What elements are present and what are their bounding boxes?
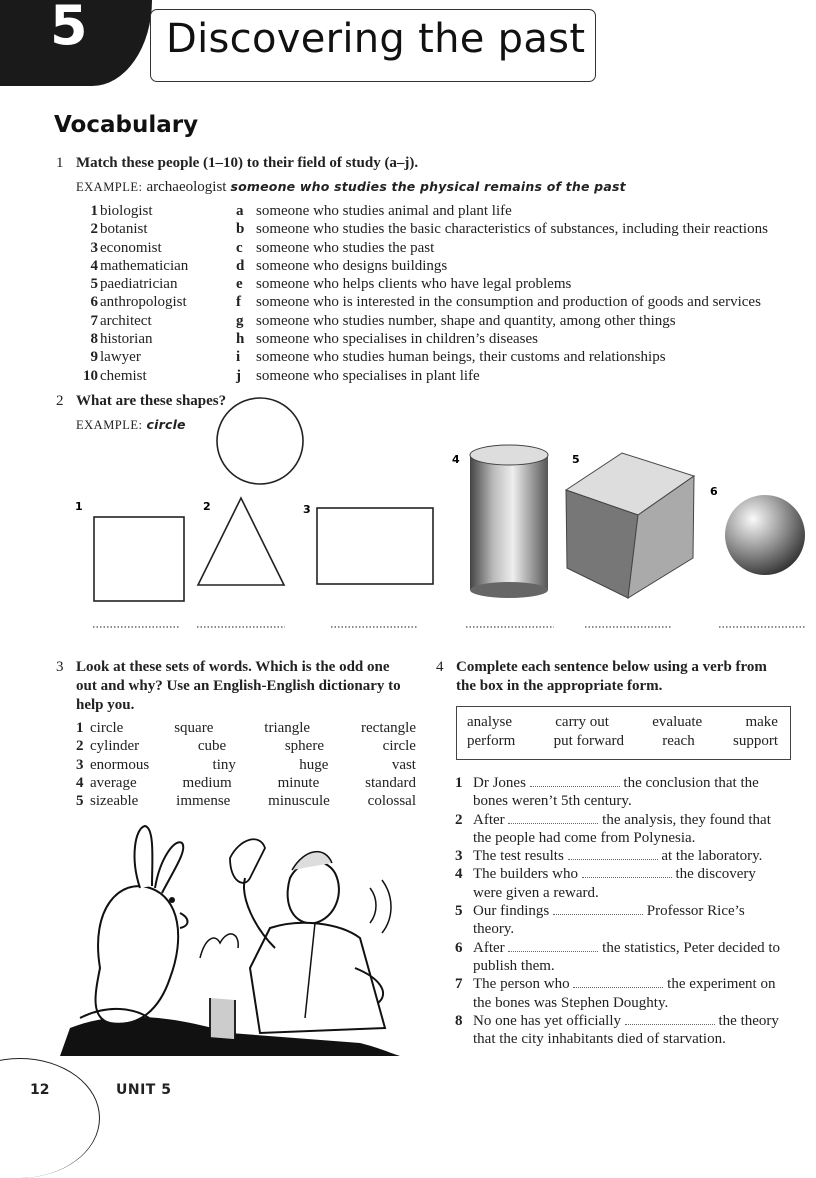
verb-option: support: [732, 733, 778, 749]
sentence-part: were given a reward.: [473, 884, 599, 901]
person-name: historian: [100, 331, 153, 348]
sentence-number: 8: [455, 1012, 463, 1029]
example-word: archaeologist: [146, 179, 227, 195]
field-text: someone who is interested in the consumption and production of goods and services: [256, 294, 761, 311]
sentence-part: the statistics, Peter decided to: [598, 939, 781, 956]
field-letter: d: [236, 257, 245, 274]
sentence-part: theory.: [473, 921, 515, 938]
sentence-part: Dr Jones: [473, 775, 530, 791]
sentence-part: at the laboratory.: [657, 848, 763, 865]
set-word: sizeable: [90, 793, 139, 810]
field-letter: c: [236, 239, 243, 256]
field-letter: f: [236, 294, 241, 311]
set-word: average: [90, 774, 137, 791]
rectangle-shape: [317, 508, 433, 584]
person-number: 8: [90, 331, 98, 348]
field-item: [236, 348, 806, 366]
unit-number: 5: [50, 0, 88, 57]
ex4-line: Complete each sentence below using a verb from: [456, 659, 767, 675]
word-set: [76, 792, 416, 810]
shape-number: 2: [203, 500, 211, 513]
set-word: colossal: [367, 793, 416, 810]
set-word: tiny: [212, 756, 236, 773]
sentence-part: the bones was Stephen Doughty.: [473, 994, 669, 1011]
person-name: architect: [100, 312, 152, 329]
person-name: chemist: [100, 367, 147, 384]
person-item: [76, 275, 226, 293]
sentence-part: The test results: [473, 848, 568, 865]
shape-number: 3: [303, 503, 311, 516]
field-text: someone who specialises in children’s diseases: [256, 331, 539, 348]
cylinder-shape: [470, 445, 548, 598]
set-number: 2: [76, 738, 84, 755]
set-number: 4: [76, 774, 84, 791]
set-words: [90, 774, 416, 792]
sentence-part: the analysis, they found that: [598, 811, 771, 828]
ex1-instruction: [56, 154, 418, 173]
sentence-number: 6: [455, 939, 463, 956]
page-title: Discovering the past: [166, 16, 586, 62]
sentence-part: No one has yet officially: [473, 1012, 625, 1029]
set-word: rectangle: [361, 720, 416, 736]
field-letter: h: [236, 331, 245, 348]
sentence-part: The person who: [473, 976, 574, 993]
verb-box-row: [457, 707, 790, 731]
footer-unit: UNIT 5: [116, 1082, 172, 1098]
field-text: someone who designs buildings: [256, 257, 448, 274]
sentence-part: the experiment on: [663, 976, 776, 993]
shapes-figure: [0, 390, 816, 640]
set-words: [90, 737, 416, 755]
set-word: vast: [391, 756, 416, 773]
word-set: [76, 719, 416, 737]
fields-list: [236, 202, 806, 385]
set-word: minute: [277, 774, 320, 791]
sentence: [455, 811, 803, 848]
person-name: botanist: [100, 221, 148, 238]
person-name: biologist: [100, 203, 153, 219]
person-number: 2: [90, 221, 98, 238]
field-text: someone who studies animal and plant life: [256, 203, 512, 219]
set-word: minuscule: [268, 793, 330, 810]
field-letter: j: [236, 367, 241, 384]
field-text: someone who studies the past: [256, 239, 435, 256]
field-text: someone who studies number, shape and quantity, among other things: [256, 312, 676, 329]
set-words: [90, 792, 416, 810]
verb-option: perform: [467, 733, 516, 749]
field-letter: a: [236, 203, 244, 219]
field-letter: i: [236, 349, 241, 366]
person-item: [76, 367, 226, 385]
set-word: sphere: [284, 738, 324, 755]
word-set: [76, 774, 416, 792]
field-letter: b: [236, 221, 245, 238]
field-text: someone who studies the basic characteristics of substances, including their reactions: [256, 221, 768, 238]
field-text: someone who helps clients who have legal problems: [256, 276, 572, 293]
footer-curve: [0, 1058, 100, 1178]
ex4-line: the box in the appropriate form.: [456, 678, 663, 694]
word-set: [76, 756, 416, 774]
ex4-number: 4: [436, 659, 444, 675]
word-set: [76, 737, 416, 755]
ex3-line: Look at these sets of words. Which is the odd one: [76, 659, 390, 675]
field-item: [236, 239, 806, 257]
section-title: Vocabulary: [54, 112, 199, 138]
person-item: [76, 257, 226, 275]
verb-box-row: [457, 731, 790, 750]
answer-blank[interactable]: [573, 976, 663, 988]
page-number: 12: [30, 1082, 50, 1098]
sentence: [455, 975, 803, 1012]
verb-option: put forward: [553, 733, 624, 749]
person-item: [76, 293, 226, 311]
field-item: [236, 202, 806, 220]
person-name: mathematician: [100, 257, 189, 274]
person-item: [76, 239, 226, 257]
set-word: immense: [176, 793, 231, 810]
person-name: paediatrician: [100, 276, 178, 293]
verb-option: evaluate: [652, 714, 703, 730]
sentence-part: the theory: [714, 1012, 779, 1029]
sentence-part: After: [473, 811, 509, 828]
sentence: [455, 865, 803, 902]
circle-shape: [217, 398, 303, 484]
shape-number: 4: [452, 453, 460, 466]
set-word: standard: [365, 774, 416, 791]
example-answer: circle: [146, 417, 186, 432]
field-letter: e: [236, 276, 243, 293]
field-letter: g: [236, 312, 244, 329]
sentence-number: 2: [455, 811, 463, 828]
sentence-part: Our findings: [473, 903, 553, 920]
sentence: [455, 902, 803, 939]
person-item: [76, 220, 226, 238]
field-text: someone who specialises in plant life: [256, 367, 480, 384]
person-number: 1: [90, 203, 98, 219]
answer-blank[interactable]: [553, 903, 643, 915]
field-item: [236, 330, 806, 348]
person-item: [76, 330, 226, 348]
ex1-instruction-text: Match these people (1–10) to their field of study (a–j).: [76, 155, 419, 171]
cube-shape: [566, 453, 694, 598]
set-number: 1: [76, 720, 84, 736]
sentence-part: that the city inhabitants died of starvation.: [473, 1031, 726, 1048]
shape-number: 5: [572, 453, 580, 466]
person-name: economist: [100, 239, 162, 256]
answer-blank[interactable]: [625, 1013, 715, 1025]
set-word: triangle: [264, 720, 311, 736]
ex4-instruction: [436, 658, 806, 696]
answer-blank[interactable]: [530, 775, 620, 787]
sentence-number: 5: [455, 903, 463, 920]
sentence: [455, 774, 803, 811]
ex3-number: 3: [56, 659, 64, 675]
ex2-instruction-text: What are these shapes?: [76, 393, 227, 409]
scientist-rabbit-illustration: [60, 818, 430, 1058]
sentence-part: Professor Rice’s: [643, 903, 745, 920]
answer-blank[interactable]: [568, 848, 658, 860]
set-word: cube: [197, 738, 227, 755]
person-number: 6: [90, 294, 98, 311]
person-number: 9: [90, 349, 98, 366]
person-number: 4: [90, 257, 98, 274]
answer-blank[interactable]: [508, 940, 598, 952]
sentence-number: 7: [455, 976, 463, 993]
ex1-number: 1: [56, 155, 64, 171]
set-number: 5: [76, 793, 84, 810]
verb-option: make: [745, 714, 778, 730]
person-number: 3: [90, 239, 98, 256]
verb-option: analyse: [467, 714, 512, 730]
sentence-part: The builders who: [473, 866, 582, 883]
sentence: [455, 847, 803, 865]
set-word: cylinder: [90, 738, 140, 755]
field-item: [236, 367, 806, 385]
field-item: [236, 257, 806, 275]
sentence: [455, 1012, 803, 1049]
ex3-line: help you.: [76, 697, 135, 713]
set-number: 3: [76, 756, 84, 773]
answer-blank[interactable]: [508, 812, 598, 824]
sentence: [455, 939, 803, 976]
set-word: enormous: [90, 756, 150, 773]
person-number: 7: [90, 312, 98, 329]
verb-option: carry out: [555, 714, 609, 730]
word-sets: [76, 719, 416, 810]
sentence-part: the discovery: [671, 866, 756, 883]
shape-number: 1: [75, 500, 83, 513]
sentence-part: bones weren’t 5th century.: [473, 793, 632, 810]
set-words: [90, 756, 416, 774]
sentence-part: the people had come from Polynesia.: [473, 829, 696, 846]
sentence-part: the conclusion that the: [619, 775, 759, 791]
ex1-example: [76, 178, 626, 196]
sphere-shape: [725, 495, 805, 575]
set-word: medium: [182, 774, 232, 791]
sentence-list: [455, 774, 803, 1048]
triangle-shape: [198, 498, 284, 585]
sentence-part: After: [473, 939, 509, 956]
example-label: EXAMPLE:: [76, 418, 143, 432]
example-answer: someone who studies the physical remains of the past: [230, 179, 626, 194]
person-number: 10: [83, 367, 98, 384]
verb-option: reach: [662, 733, 695, 749]
field-text: someone who studies human beings, their customs and relationships: [256, 349, 666, 366]
person-name: lawyer: [100, 349, 141, 366]
ex2-number: 2: [56, 393, 64, 409]
set-word: square: [174, 720, 214, 736]
ex3-instruction: [56, 658, 416, 715]
answer-blank[interactable]: [582, 866, 672, 878]
square-shape: [94, 517, 184, 601]
ex3-line: out and why? Use an English-English dictionary to: [76, 678, 401, 694]
set-word: circle: [382, 738, 416, 755]
set-word: huge: [299, 756, 329, 773]
field-item: [236, 220, 806, 238]
shape-number: 6: [710, 485, 718, 498]
person-name: anthropologist: [100, 294, 187, 311]
person-number: 5: [90, 276, 98, 293]
field-item: [236, 293, 806, 311]
example-label: EXAMPLE:: [76, 180, 143, 194]
set-word: circle: [90, 720, 124, 736]
person-item: [76, 348, 226, 366]
people-list: [76, 202, 226, 385]
sentence-part: publish them.: [473, 957, 555, 974]
sentence-number: 4: [455, 866, 463, 883]
person-item: [76, 312, 226, 330]
person-item: [76, 202, 226, 220]
sentence-number: 1: [455, 775, 463, 791]
field-item: [236, 312, 806, 330]
set-words: [90, 719, 416, 737]
sentence-number: 3: [455, 848, 463, 865]
verb-box: [456, 706, 791, 760]
field-item: [236, 275, 806, 293]
